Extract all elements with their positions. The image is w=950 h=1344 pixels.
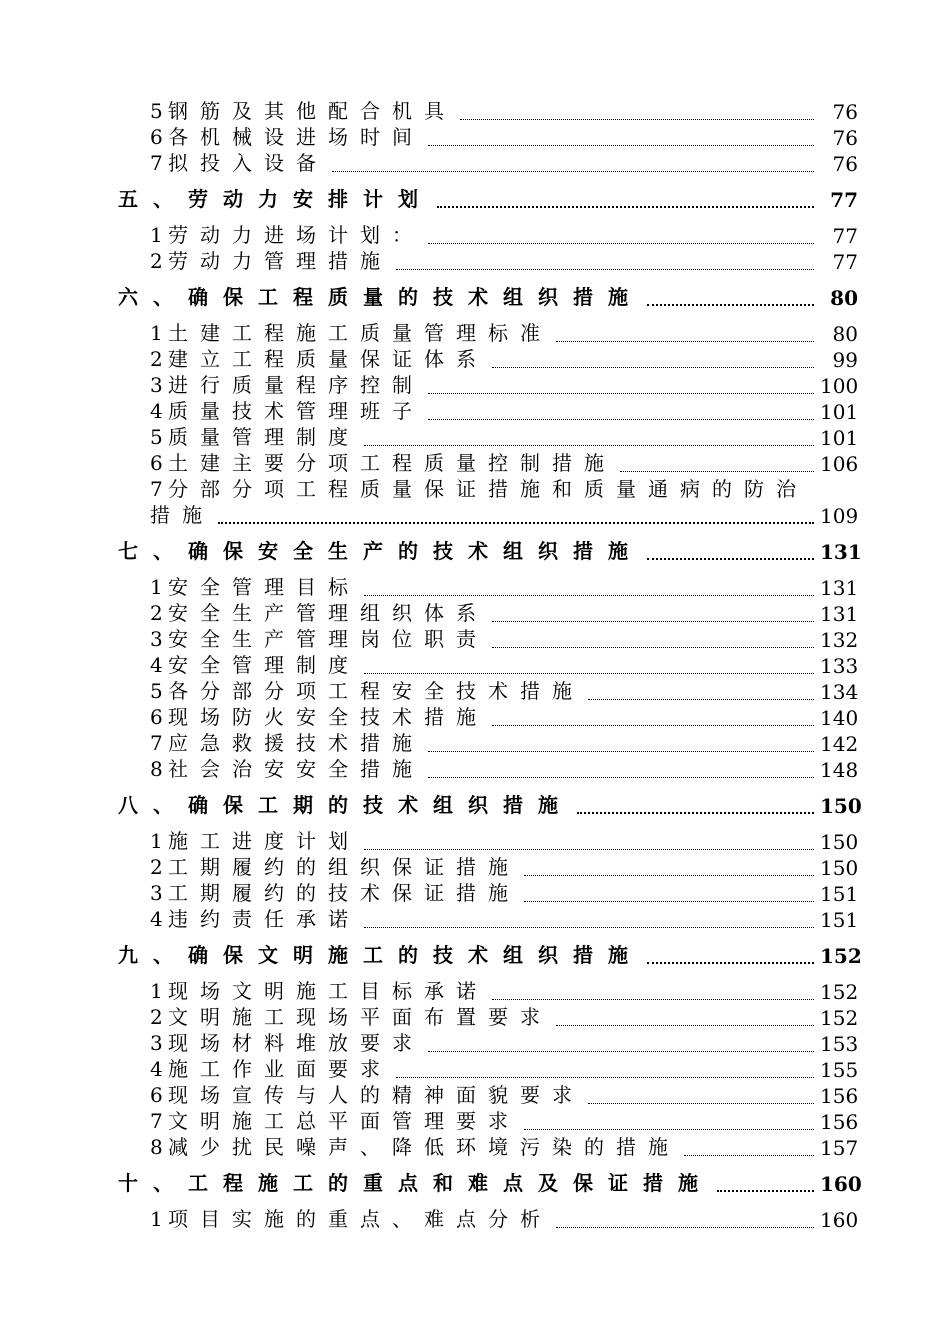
dot-leader <box>428 730 814 752</box>
page-number: 76 <box>832 152 858 176</box>
subsection-title <box>150 395 424 424</box>
dot-leader <box>556 1004 814 1026</box>
subsection-title <box>150 597 488 626</box>
entry-number: 3 <box>150 1031 163 1055</box>
page-number: 155 <box>820 1058 859 1082</box>
subsection-title <box>150 727 424 756</box>
toc-section-entry[interactable] <box>118 538 862 564</box>
page-number: 101 <box>820 400 859 424</box>
page-number: 157 <box>820 1136 859 1160</box>
entry-text: 工期履约的技术保证措施 <box>168 881 520 905</box>
entry-text: 劳动力管理措施 <box>168 249 392 273</box>
section-title: 八、确保工期的技术组织措施 <box>118 793 573 817</box>
subsection-title <box>150 1001 552 1030</box>
toc-section-entry[interactable] <box>118 186 858 212</box>
page-number: 140 <box>820 706 859 730</box>
dot-leader <box>492 704 814 726</box>
entry-text: 钢筋及其他配合机具 <box>168 99 456 123</box>
entry-number: 2 <box>150 1005 163 1029</box>
page-number: 160 <box>820 1172 862 1196</box>
entry-text: 文明施工现场平面布置要求 <box>168 1005 552 1029</box>
page-number: 80 <box>832 322 858 346</box>
page-number: 133 <box>820 654 859 678</box>
entry-text: 工期履约的组织保证措施 <box>168 855 520 879</box>
subsection-title <box>150 421 360 450</box>
toc-subsection-continuation[interactable] <box>118 502 858 528</box>
entry-text: 建立工程质量保证体系 <box>168 347 488 371</box>
table-of-contents <box>118 98 862 1232</box>
entry-number: 5 <box>150 679 163 703</box>
page-number: 101 <box>820 426 859 450</box>
toc-subsection-entry[interactable] <box>118 248 858 274</box>
dot-leader <box>218 501 814 524</box>
dot-leader <box>364 574 814 596</box>
entry-text: 现场宣传与人的精神面貌要求 <box>168 1083 584 1107</box>
dot-leader <box>620 450 814 472</box>
entry-text: 拟投入设备 <box>168 151 328 175</box>
dot-leader <box>364 652 814 674</box>
page-number: 160 <box>820 1208 859 1232</box>
subsection-title <box>150 147 328 176</box>
section-title: 五、劳动力安排计划 <box>118 187 433 211</box>
dot-leader <box>492 978 814 1000</box>
dot-leader <box>428 372 814 394</box>
dot-leader <box>492 600 814 622</box>
entry-number: 6 <box>150 705 163 729</box>
entry-number: 2 <box>150 855 163 879</box>
page-number: 77 <box>832 224 858 248</box>
page-number: 99 <box>832 348 858 372</box>
page-number: 153 <box>820 1032 859 1056</box>
page-number: 131 <box>820 602 859 626</box>
entry-text: 质量技术管理班子 <box>168 399 424 423</box>
entry-text: 各机械设进场时间 <box>168 125 424 149</box>
subsection-title <box>150 825 360 854</box>
toc-section-entry[interactable] <box>118 792 862 818</box>
entry-text: 各分部分项工程安全技术措施 <box>168 679 584 703</box>
toc-subsection-entry[interactable] <box>118 1206 858 1232</box>
page-number: 150 <box>820 794 862 818</box>
entry-text: 违约责任承诺 <box>168 907 360 931</box>
entry-number: 2 <box>150 347 163 371</box>
dot-leader <box>428 124 814 146</box>
subsection-title <box>150 121 424 150</box>
section-title: 七、确保安全生产的技术组织措施 <box>118 539 643 563</box>
subsection-title <box>150 903 360 932</box>
dot-leader <box>428 756 814 778</box>
page-number: 151 <box>820 882 859 906</box>
subsection-title <box>150 675 584 704</box>
dot-leader <box>588 678 814 700</box>
entry-number: 2 <box>150 601 163 625</box>
dot-leader <box>647 941 814 964</box>
entry-number: 8 <box>150 1135 163 1159</box>
entry-number: 3 <box>150 881 163 905</box>
dot-leader <box>364 906 814 928</box>
page-number: 77 <box>832 250 858 274</box>
subsection-title <box>150 245 392 274</box>
dot-leader <box>556 1206 814 1228</box>
entry-number: 8 <box>150 757 163 781</box>
page-number: 142 <box>820 732 859 756</box>
dot-leader <box>556 320 814 342</box>
entry-number: 1 <box>150 979 163 1003</box>
dot-leader <box>492 346 814 368</box>
dot-leader <box>396 1056 814 1078</box>
toc-section-entry[interactable] <box>118 284 858 310</box>
entry-text: 安全生产管理组织体系 <box>168 601 488 625</box>
page-number: 132 <box>820 628 859 652</box>
entry-text-continued: 措施 <box>150 503 214 527</box>
dot-leader <box>647 283 814 306</box>
page-number: 152 <box>820 1006 859 1030</box>
dot-leader <box>460 98 814 120</box>
page-number: 100 <box>820 374 859 398</box>
entry-number: 7 <box>150 731 163 755</box>
subsection-title <box>150 95 456 124</box>
entry-text: 劳动力进场计划： <box>168 223 424 247</box>
subsection-title <box>150 649 360 678</box>
entry-number: 6 <box>150 125 163 149</box>
subsection-title <box>150 701 488 730</box>
dot-leader <box>364 424 814 446</box>
entry-text: 现场防火安全技术措施 <box>168 705 488 729</box>
toc-subsection-entry[interactable] <box>118 756 858 782</box>
toc-subsection-entry[interactable] <box>118 906 858 932</box>
entry-text: 社会治安安全措施 <box>168 757 424 781</box>
subsection-title <box>150 369 424 398</box>
section-title: 十、工程施工的重点和难点及保证措施 <box>118 1171 713 1195</box>
entry-text: 现场文明施工目标承诺 <box>168 979 488 1003</box>
dot-leader <box>647 537 814 560</box>
entry-text: 土建主要分项工程质量控制措施 <box>168 451 616 475</box>
dot-leader <box>684 1134 814 1156</box>
entry-number: 1 <box>150 1207 163 1231</box>
entry-number: 4 <box>150 1057 163 1081</box>
dot-leader <box>428 398 814 420</box>
subsection-title <box>150 1053 392 1082</box>
entry-text: 文明施工总平面管理要求 <box>168 1109 520 1133</box>
dot-leader <box>588 1082 814 1104</box>
toc-subsection-entry[interactable] <box>118 150 858 176</box>
subsection-title <box>150 473 808 502</box>
entry-text: 安全生产管理岗位职责 <box>168 627 488 651</box>
entry-text: 应急救援技术措施 <box>168 731 424 755</box>
entry-text: 安全管理目标 <box>168 575 360 599</box>
dot-leader <box>437 185 814 208</box>
page-number: 106 <box>820 452 859 476</box>
dot-leader <box>396 248 814 270</box>
subsection-title <box>150 1079 584 1108</box>
entry-number: 3 <box>150 627 163 651</box>
page-number: 109 <box>820 504 859 528</box>
entry-number: 4 <box>150 653 163 677</box>
dot-leader <box>428 222 814 244</box>
subsection-title <box>150 1027 424 1056</box>
toc-subsection-entry[interactable] <box>118 476 858 502</box>
entry-number: 7 <box>150 477 163 501</box>
entry-number: 7 <box>150 1109 163 1133</box>
subsection-title <box>150 623 488 652</box>
subsection-title <box>150 1131 680 1160</box>
page-number: 80 <box>830 286 858 310</box>
page-number: 148 <box>820 758 859 782</box>
entry-number: 5 <box>150 425 163 449</box>
subsection-title <box>150 1203 552 1232</box>
page-number: 156 <box>820 1084 859 1108</box>
subsection-title <box>150 975 488 1004</box>
entry-text: 项目实施的重点、难点分析 <box>168 1207 552 1231</box>
entry-number: 4 <box>150 907 163 931</box>
entry-number: 6 <box>150 1083 163 1107</box>
page-number: 151 <box>820 908 859 932</box>
toc-subsection-entry[interactable] <box>118 1134 858 1160</box>
section-title: 九、确保文明施工的技术组织措施 <box>118 943 643 967</box>
page-number: 131 <box>820 576 859 600</box>
entry-number: 1 <box>150 829 163 853</box>
entry-text: 分部分项工程质量保证措施和质量通病的防治 <box>168 477 808 501</box>
entry-number: 1 <box>150 575 163 599</box>
page-number: 150 <box>820 830 859 854</box>
entry-text: 进行质量程序控制 <box>168 373 424 397</box>
page-number: 76 <box>832 126 858 150</box>
entry-text: 安全管理制度 <box>168 653 360 677</box>
page-number: 156 <box>820 1110 859 1134</box>
entry-text: 现场材料堆放要求 <box>168 1031 424 1055</box>
subsection-title <box>150 317 552 346</box>
dot-leader <box>524 854 814 876</box>
entry-text: 施工进度计划 <box>168 829 360 853</box>
subsection-title <box>150 877 520 906</box>
subsection-title <box>150 447 616 476</box>
page-number: 152 <box>820 944 862 968</box>
entry-number: 7 <box>150 151 163 175</box>
page-number: 150 <box>820 856 859 880</box>
dot-leader <box>524 880 814 902</box>
entry-number: 4 <box>150 399 163 423</box>
page-number: 152 <box>820 980 859 1004</box>
subsection-title <box>150 851 520 880</box>
entry-number: 3 <box>150 373 163 397</box>
toc-section-entry[interactable] <box>118 942 862 968</box>
dot-leader <box>492 626 814 648</box>
page-number: 131 <box>820 540 862 564</box>
dot-leader <box>717 1169 814 1192</box>
dot-leader <box>577 791 814 814</box>
entry-number: 1 <box>150 223 163 247</box>
page-number: 76 <box>832 100 858 124</box>
entry-number: 6 <box>150 451 163 475</box>
subsection-title <box>150 343 488 372</box>
section-title: 六、确保工程质量的技术组织措施 <box>118 285 643 309</box>
entry-text: 土建工程施工质量管理标准 <box>168 321 552 345</box>
toc-section-entry[interactable] <box>118 1170 862 1196</box>
entry-text: 质量管理制度 <box>168 425 360 449</box>
page-number: 134 <box>820 680 859 704</box>
entry-number: 5 <box>150 99 163 123</box>
subsection-title <box>150 571 360 600</box>
subsection-title <box>150 753 424 782</box>
entry-number: 2 <box>150 249 163 273</box>
page-number: 77 <box>830 188 858 212</box>
dot-leader <box>364 828 814 850</box>
subsection-title <box>150 219 424 248</box>
dot-leader <box>428 1030 814 1052</box>
entry-text: 减少扰民噪声、降低环境污染的措施 <box>168 1135 680 1159</box>
subsection-title <box>150 1105 520 1134</box>
entry-text: 施工作业面要求 <box>168 1057 392 1081</box>
dot-leader <box>524 1108 814 1130</box>
entry-number: 1 <box>150 321 163 345</box>
dot-leader <box>332 150 814 172</box>
